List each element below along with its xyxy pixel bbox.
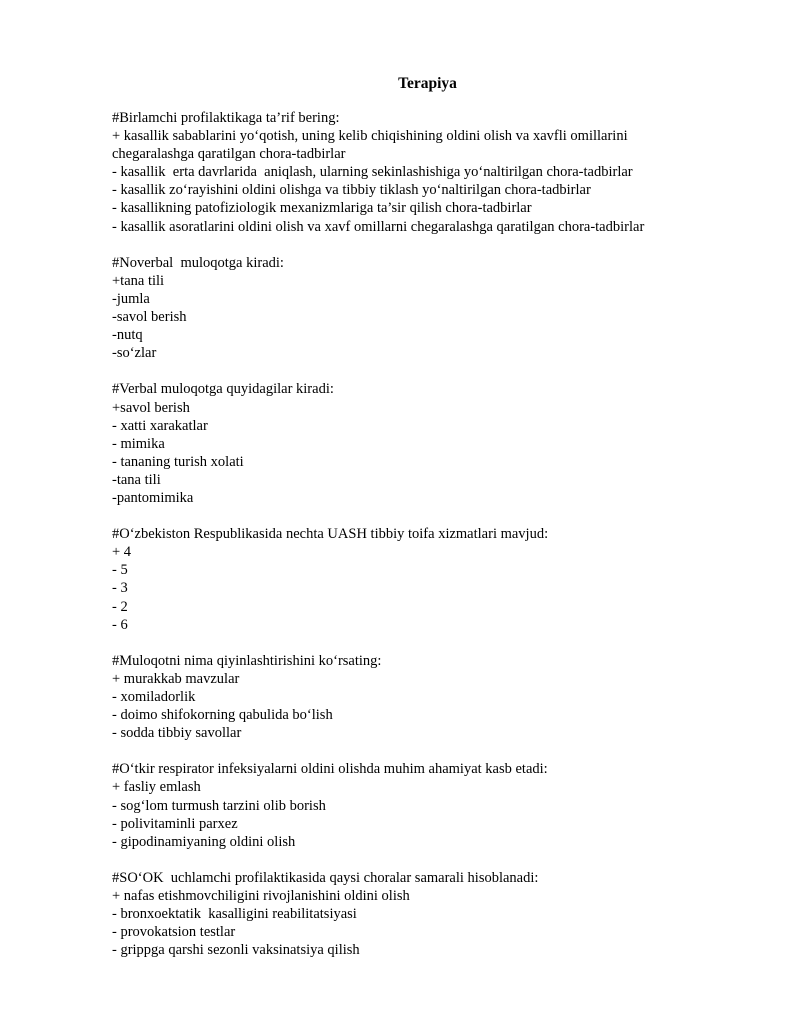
answer-option: - sog‘lom turmush tarzini olib borish (112, 797, 326, 814)
answer-option: - 3 (112, 580, 128, 597)
answer-option: - xomiladorlik (112, 689, 196, 705)
answer-option: -so‘zlar (112, 345, 157, 362)
answer-option: - tananing turish xolati (112, 453, 244, 470)
answer-option: - mimika (112, 435, 165, 452)
answer-option: -tana tili (112, 471, 161, 488)
answer-option: - kasallik asoratlarini oldini olish va xavf omillarni chegaralashga qaratilgan chora-tadbirlar (112, 218, 645, 235)
question-text: #SO‘OK uchlamchi profilaktikasida qaysi choralar samarali hisoblanadi: (112, 869, 539, 886)
question-text: #Verbal muloqotga quyidagilar kiradi: (112, 381, 334, 398)
answer-option: - kasallikning patofiziologik mexanizmlariga ta’sir qilish chora-tadbirlar (112, 200, 532, 217)
correct-answer: +savol berish (112, 399, 190, 416)
answer-option: - kasallik zo‘rayishini oldini olishga va tibbiy tiklash yo‘naltirilgan chora-tadbirlar (112, 182, 591, 199)
question-text: #O‘zbekiston Respublikasida nechta UASH tibbiy toifa xizmatlari mavjud: (112, 526, 549, 543)
answer-option: - 2 (112, 598, 128, 615)
question-block (112, 380, 732, 507)
answer-option: - xatti xarakatlar (112, 417, 208, 434)
answer-option: - kasallik erta davrlarida aniqlash, ularning sekinlashishiga yo‘naltirilgan chora-tadbirlar (112, 164, 633, 181)
document-body (112, 109, 732, 978)
answer-option: - doimo shifokorning qabulida bo‘lish (112, 707, 333, 724)
answer-option: -savol berish (112, 309, 187, 326)
answer-option: -pantomimika (112, 489, 194, 506)
question-text: #Birlamchi profilaktikaga ta’rif bering: (112, 110, 340, 126)
question-block (112, 525, 732, 634)
answer-option: - 6 (112, 616, 128, 633)
question-block (112, 254, 732, 363)
question-text: #Muloqotni nima qiyinlashtirishini ko‘rsating: (112, 652, 382, 669)
answer-option: -nutq (112, 327, 143, 344)
answer-option: - gipodinamiyaning oldini olish (112, 833, 296, 850)
question-block (112, 869, 732, 959)
answer-option: - grippga qarshi sezonli vaksinatsiya qilish (112, 942, 360, 959)
question-block (112, 109, 732, 236)
answer-option: - sodda tibbiy savollar (112, 725, 242, 742)
question-block (112, 652, 732, 742)
correct-answer: + 4 (112, 544, 132, 561)
answer-option: - 5 (112, 562, 128, 579)
correct-answer: + kasallik sabablarini yo‘qotish, uning kelib chiqishining oldini olish va xavfli omillarini (112, 128, 628, 145)
answer-continuation: chegaralashga qaratilgan chora-tadbirlar (112, 146, 346, 163)
question-text: #O‘tkir respirator infeksiyalarni oldini olishda muhim ahamiyat kasb etadi: (112, 761, 548, 778)
correct-answer: +tana tili (112, 272, 165, 289)
answer-option: - provokatsion testlar (112, 924, 236, 941)
question-block (112, 760, 732, 850)
answer-option: -jumla (112, 290, 150, 307)
correct-answer: + fasliy emlash (112, 779, 201, 796)
answer-option: - polivitaminli parxez (112, 815, 238, 832)
correct-answer: + murakkab mavzular (112, 670, 240, 687)
page-title: Terapiya (398, 75, 457, 92)
question-text: #Noverbal muloqotga kiradi: (112, 254, 284, 271)
answer-option: - bronxoektatik kasalligini reabilitatsiyasi (112, 906, 357, 923)
correct-answer: + nafas etishmovchiligini rivojlanishini oldini olish (112, 888, 410, 905)
